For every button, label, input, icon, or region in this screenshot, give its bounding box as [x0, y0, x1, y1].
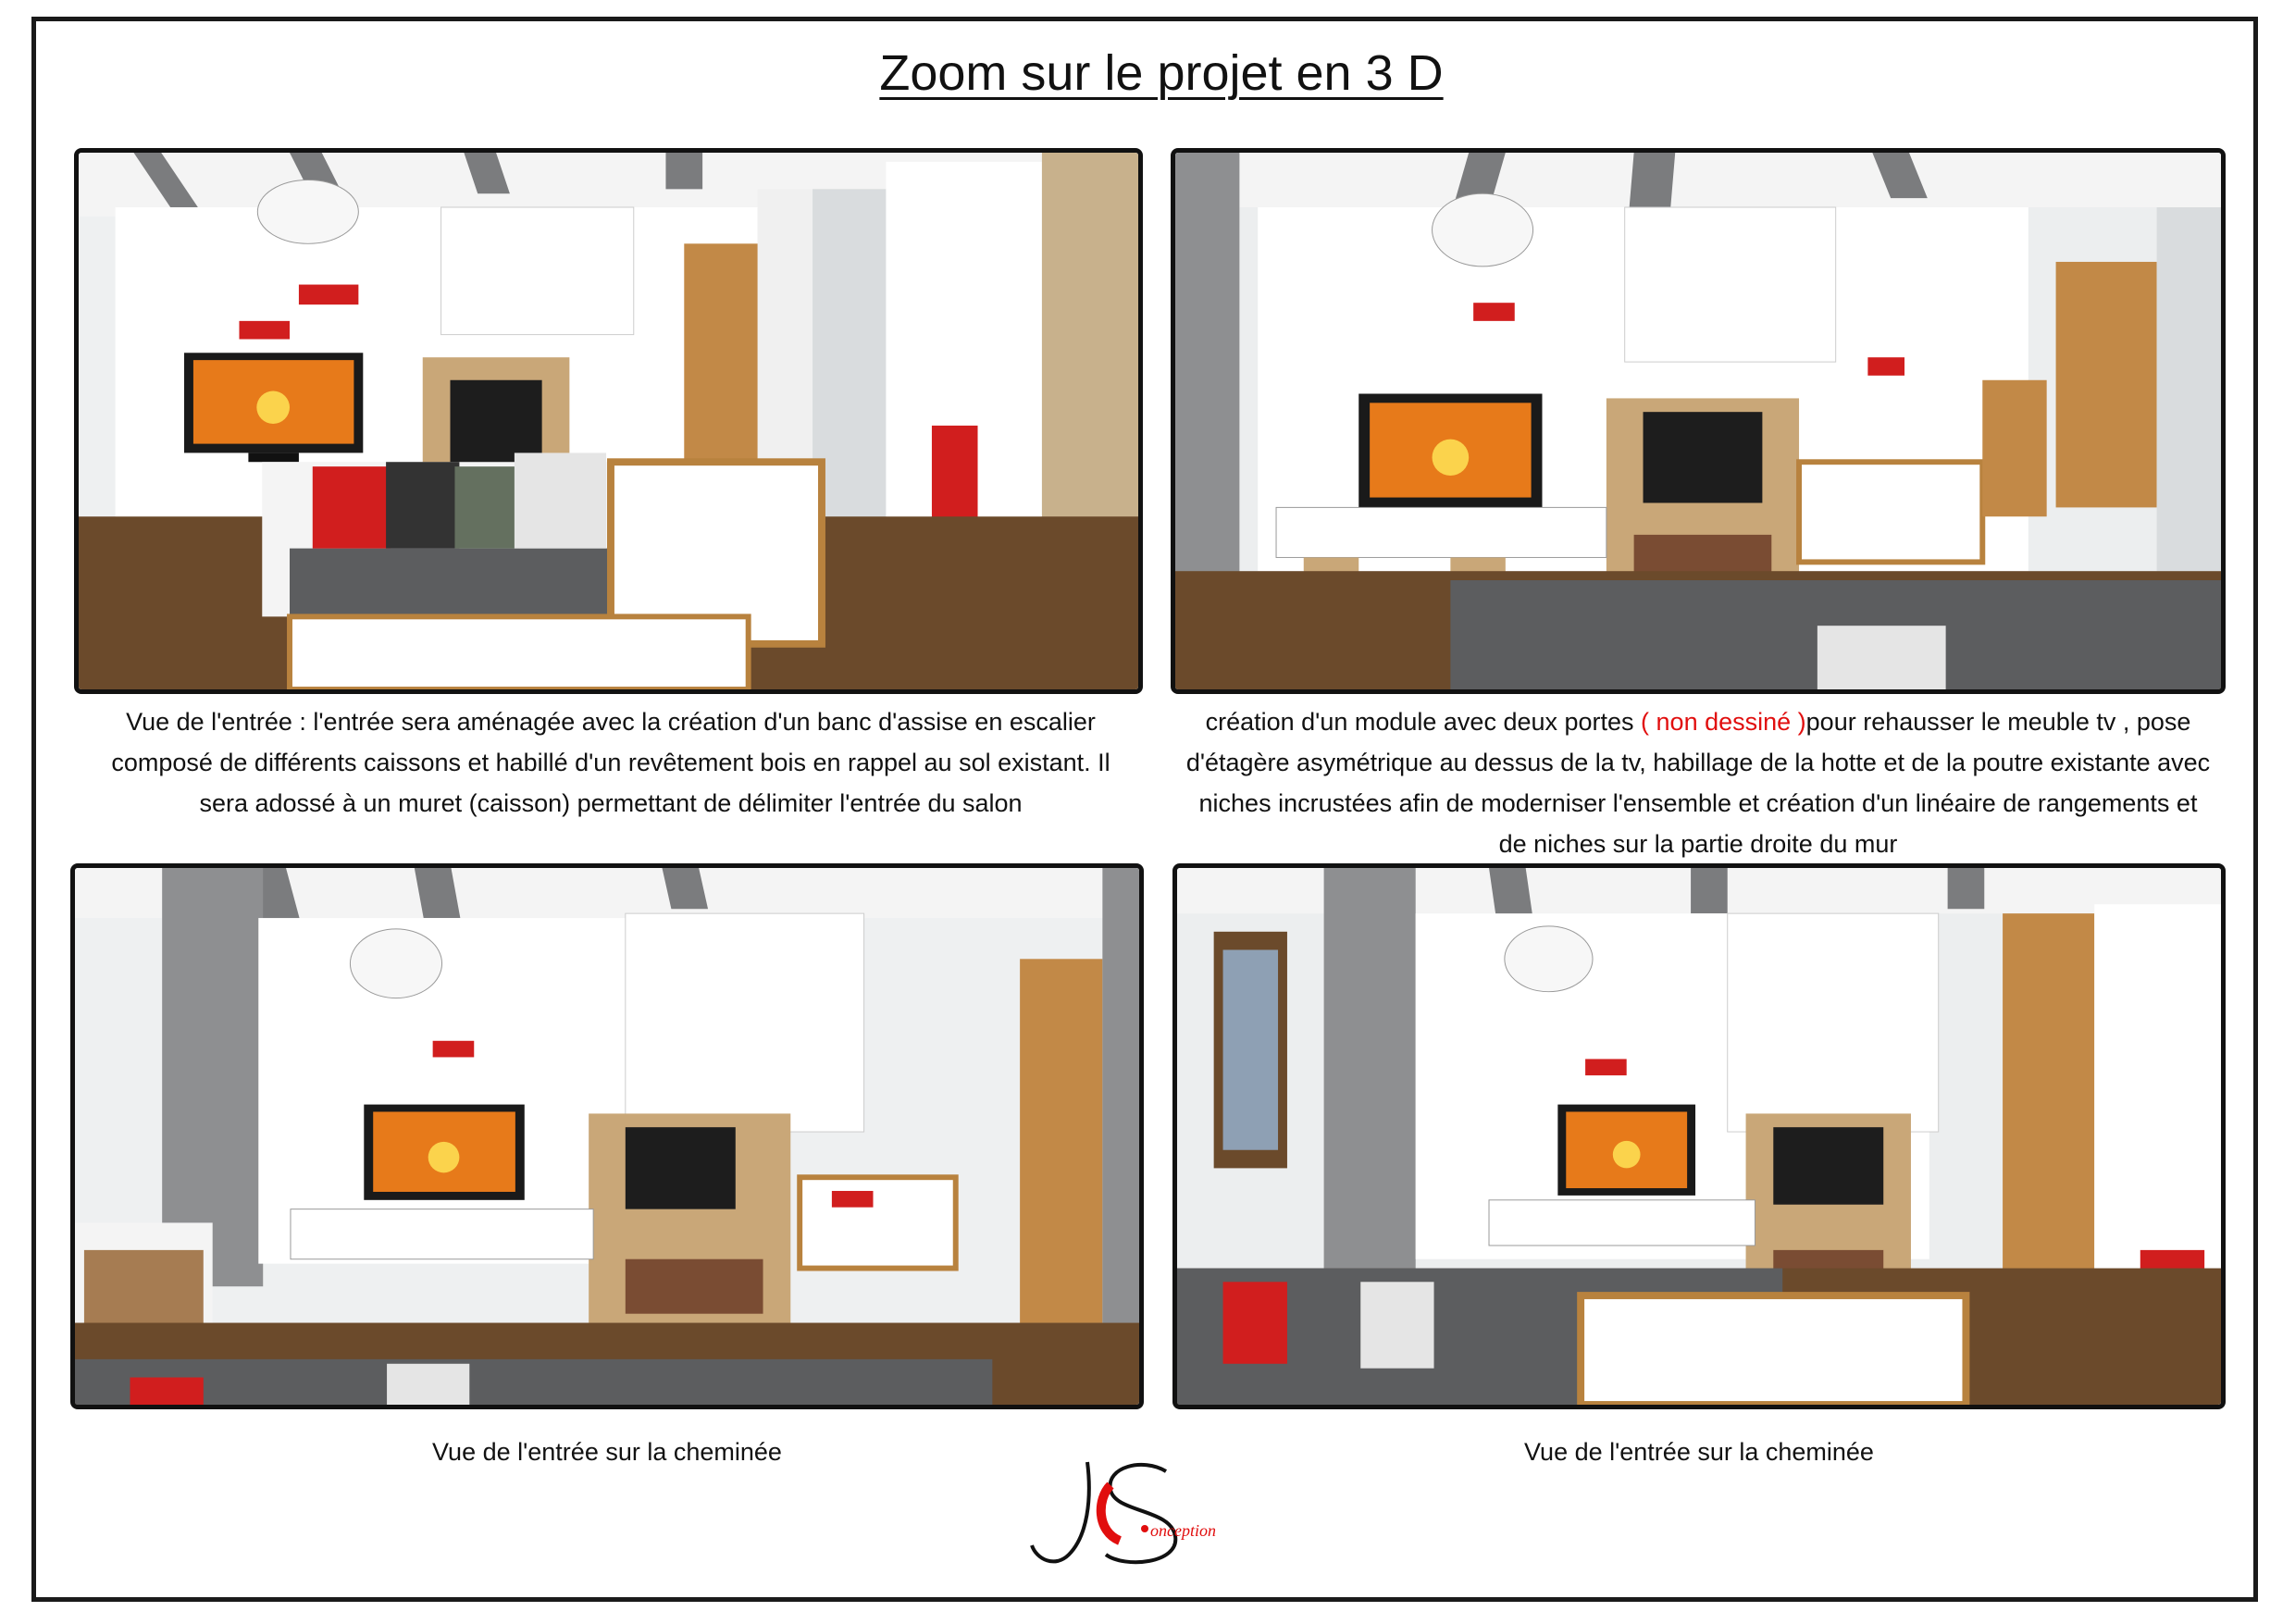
- logo-text: onception: [1150, 1521, 1216, 1540]
- caption-text: Vue de l'entrée sur la cheminée: [1524, 1438, 1874, 1466]
- render-fireplace-view-right: [1172, 863, 2226, 1409]
- js-conception-logo: [1023, 1444, 1263, 1573]
- caption-fireplace-view-right: [1172, 1432, 2226, 1472]
- room-render-image: [75, 868, 1139, 1405]
- room-render-image: [1177, 868, 2221, 1405]
- render-fireplace-view-left: [70, 863, 1144, 1409]
- room-render-image: [79, 153, 1138, 689]
- caption-text: Vue de l'entrée : l'entrée sera aménagée avec la création d'un banc d'assise en escalier composé de différents caissons et habillé d'un revêtement bois en rappel au sol existant. Il sera adossé à un muret (caisson) permettant de délimiter l'entrée du salon: [111, 708, 1110, 817]
- caption-entry-view: [93, 701, 1129, 824]
- caption-highlight: ( non dessiné ): [1641, 708, 1806, 736]
- page-title: Zoom sur le projet en 3 D: [879, 45, 1444, 101]
- room-render-image: [1175, 153, 2221, 689]
- caption-text-part2: pour rehausser le meuble tv , pose d'étagère asymétrique au dessus de la tv, habillage de la hotte et de la poutre existante avec niches incrustées afin de moderniser l'ensemble et création d'un linéaire de rangements et de niches sur la partie droite du mur: [1185, 708, 2211, 858]
- caption-text-part1: création d'un module avec deux portes: [1205, 708, 1642, 736]
- caption-text: Vue de l'entrée sur la cheminée: [432, 1438, 782, 1466]
- render-entry-view: [74, 148, 1143, 694]
- caption-tv-wall-view: [1185, 701, 2212, 864]
- logo-mark: [1023, 1444, 1263, 1573]
- caption-fireplace-view-left: [70, 1432, 1144, 1472]
- render-tv-wall-view: [1171, 148, 2226, 694]
